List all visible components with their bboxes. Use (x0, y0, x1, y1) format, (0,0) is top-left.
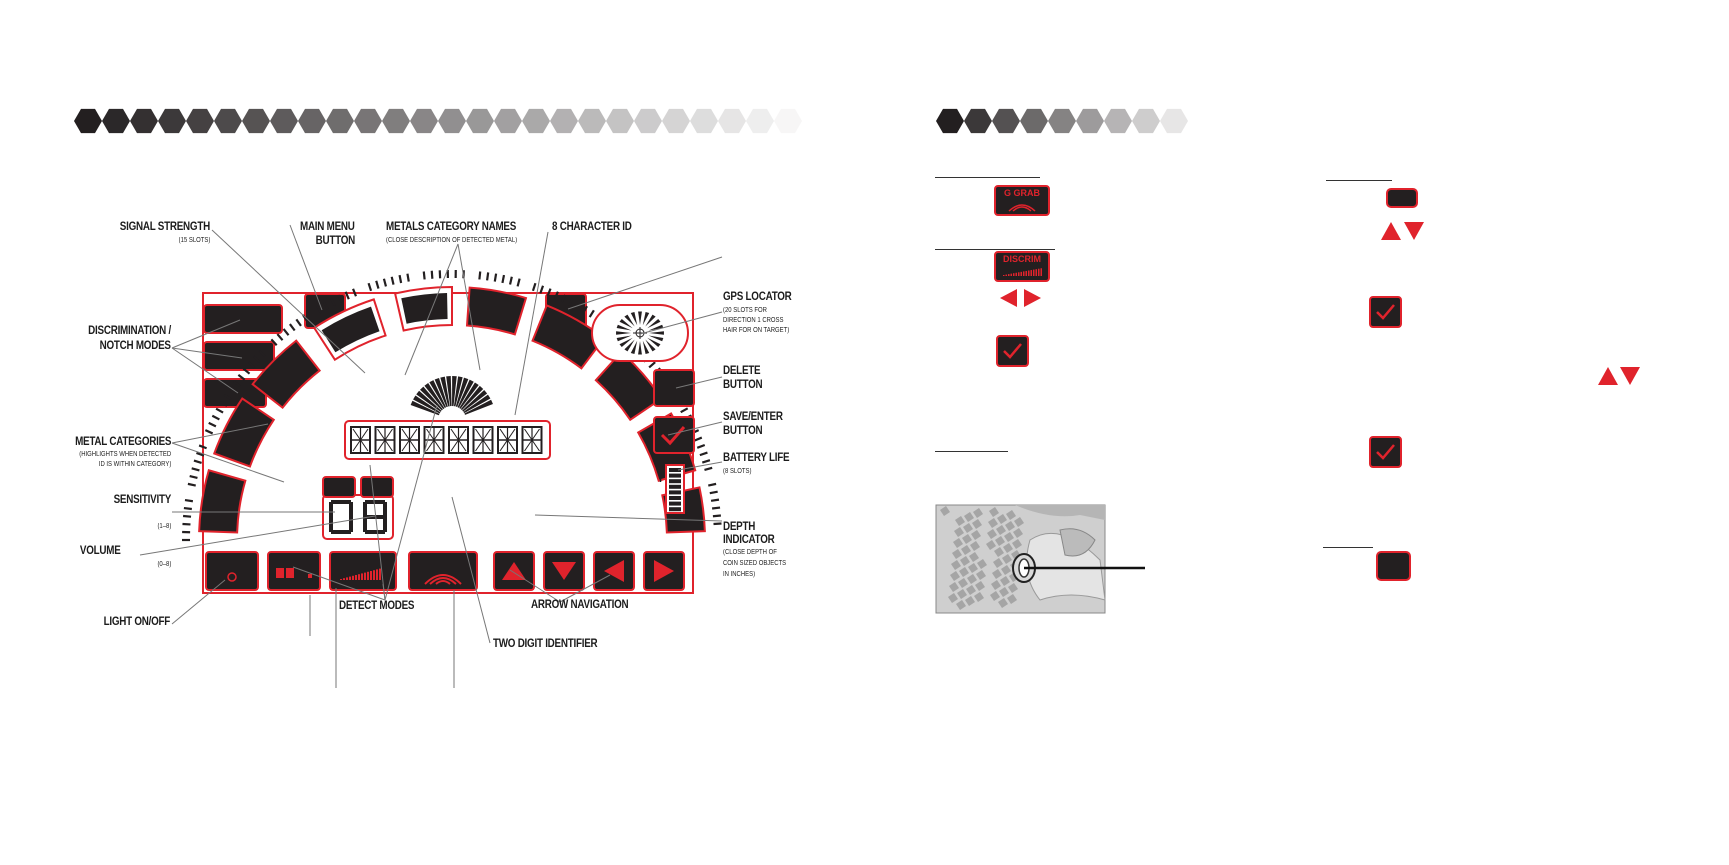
hexagon (746, 109, 774, 133)
handle-photo (936, 505, 1145, 613)
disc-label-1: DISCRIMINATION / (88, 323, 171, 337)
hexagon (1048, 109, 1076, 133)
hexagon (466, 109, 494, 133)
metal-categories-sub-2: ID IS WITHIN CATEGORY) (98, 461, 171, 468)
hexagon (354, 109, 382, 133)
power-button-illustration (1377, 552, 1410, 580)
detect-modes-label: DETECT MODES (339, 598, 415, 612)
hexagon (1104, 109, 1132, 133)
g-grab-text: G GRAB (1004, 188, 1040, 198)
hex-bar-right (936, 109, 1216, 133)
two-digit-label: TWO DIGIT IDENTIFIER (493, 636, 598, 650)
hexagon (214, 109, 242, 133)
hexagon (326, 109, 354, 133)
hexagon (964, 109, 992, 133)
hexagon (690, 109, 718, 133)
id-character (449, 427, 468, 453)
signal-strength-sub: (15 SLOTS) (178, 237, 210, 244)
depth-label-1: DEPTH (723, 519, 756, 533)
delete-label-2: BUTTON (723, 377, 763, 391)
hexagon (936, 109, 964, 133)
gps-locator-label: GPS LOCATOR (723, 289, 792, 303)
battery-sub: (8 SLOTS) (723, 468, 752, 475)
hexagon (1160, 109, 1188, 133)
hexagon (382, 109, 410, 133)
hexagon (774, 109, 802, 133)
hexagon (270, 109, 298, 133)
battery-life (658, 463, 684, 513)
id-character (376, 427, 395, 453)
metal-category-segment (467, 288, 526, 335)
arrow-left-icon-right-panel (1000, 289, 1017, 307)
hexagon (494, 109, 522, 133)
disc-label-2: NOTCH MODES (99, 338, 171, 352)
hexagon (662, 109, 690, 133)
check-button-illustration-2 (1370, 297, 1401, 327)
hexagon (578, 109, 606, 133)
check-button-illustration-3 (1370, 437, 1401, 467)
depth-sub-1: (CLOSE DEPTH OF (723, 549, 777, 556)
volume-sub: (0–8) (157, 561, 171, 568)
hexagon (158, 109, 186, 133)
arrow-up-icon-right-panel (1381, 222, 1401, 240)
metals-category-names-sub: (CLOSE DESCRIPTION OF DETECTED METAL) (386, 237, 518, 244)
depth-sub-3: IN INCHES) (723, 571, 756, 578)
gps-sub-1: (20 SLOTS FOR (723, 307, 767, 314)
hexagon (410, 109, 438, 133)
id-character (523, 427, 542, 453)
sensitivity-label: SENSITIVITY (113, 492, 171, 506)
hexagon (550, 109, 578, 133)
underline-4 (1326, 180, 1392, 181)
underline-3 (935, 451, 1008, 452)
arrow-down-icon-right-panel (1404, 222, 1424, 240)
check-button-illustration-1 (997, 336, 1028, 366)
gps-sub-2: DIRECTION 1 CROSS (723, 317, 784, 324)
hexagon (718, 109, 746, 133)
small-button-illustration (1387, 189, 1417, 207)
disc-mode-1[interactable] (204, 305, 282, 333)
metal-category-segment (199, 470, 245, 532)
hexagon (634, 109, 662, 133)
light-label: LIGHT ON/OFF (103, 614, 170, 628)
hexagon (802, 109, 830, 133)
hex-bar-left (74, 109, 830, 133)
id-character (474, 427, 493, 453)
metal-categories-sub-1: (HIGHLIGHTS WHEN DETECTED (79, 451, 171, 458)
hexagon (1076, 109, 1104, 133)
metals-category-names-label: METALS CATEGORY NAMES (386, 219, 517, 233)
hexagon (438, 109, 466, 133)
arrow-right-icon-right-panel (1024, 289, 1041, 307)
save-label-1: SAVE/ENTER (723, 409, 783, 423)
hexagon (130, 109, 158, 133)
id-character (400, 427, 419, 453)
hexagon (992, 109, 1020, 133)
eight-char-id-label: 8 CHARACTER ID (552, 219, 632, 233)
sensitivity-sub: (1–8) (157, 523, 171, 530)
light-button[interactable] (206, 552, 258, 590)
hexagon (242, 109, 270, 133)
underline-2 (935, 249, 1055, 250)
id-character (351, 427, 370, 453)
underline-1 (935, 177, 1040, 178)
main-menu-label: MAIN MENU (300, 219, 355, 233)
hexagon (186, 109, 214, 133)
hexagon (102, 109, 130, 133)
battery-life-label: BATTERY LIFE (723, 450, 790, 464)
hexagon (298, 109, 326, 133)
hexagon (74, 109, 102, 133)
delete-label-1: DELETE (723, 363, 761, 377)
main-menu-label-2: BUTTON (315, 233, 355, 247)
hexagon (1188, 109, 1216, 133)
sensitivity-tab (323, 477, 355, 497)
gps-sub-3: HAIR FOR ON TARGET) (723, 327, 790, 334)
hexagon (1020, 109, 1048, 133)
underline-5 (1323, 547, 1373, 548)
metal-category-segment (596, 352, 662, 420)
delete-button[interactable] (654, 370, 694, 406)
hexagon (522, 109, 550, 133)
hexagon (1132, 109, 1160, 133)
hexagon (606, 109, 634, 133)
arrow-nav-label: ARROW NAVIGATION (531, 597, 629, 611)
depth-label-2: INDICATOR (723, 532, 775, 546)
discrim-text: DISCRIM (1003, 254, 1041, 264)
detect-mode-3[interactable] (409, 552, 477, 590)
volume-label: VOLUME (80, 543, 121, 557)
arrow-up-icon-right-panel-2 (1598, 367, 1618, 385)
depth-sub-2: COIN SIZED OBJECTS (723, 560, 787, 567)
arrow-down-icon-right-panel-2 (1620, 367, 1640, 385)
volume-tab (361, 477, 393, 497)
id-character (498, 427, 517, 453)
category-fan (411, 376, 493, 415)
save-enter-button[interactable] (654, 417, 694, 453)
signal-strength-label: SIGNAL STRENGTH (119, 219, 210, 233)
save-label-2: BUTTON (723, 423, 763, 437)
metal-categories-label: METAL CATEGORIES (74, 434, 171, 448)
